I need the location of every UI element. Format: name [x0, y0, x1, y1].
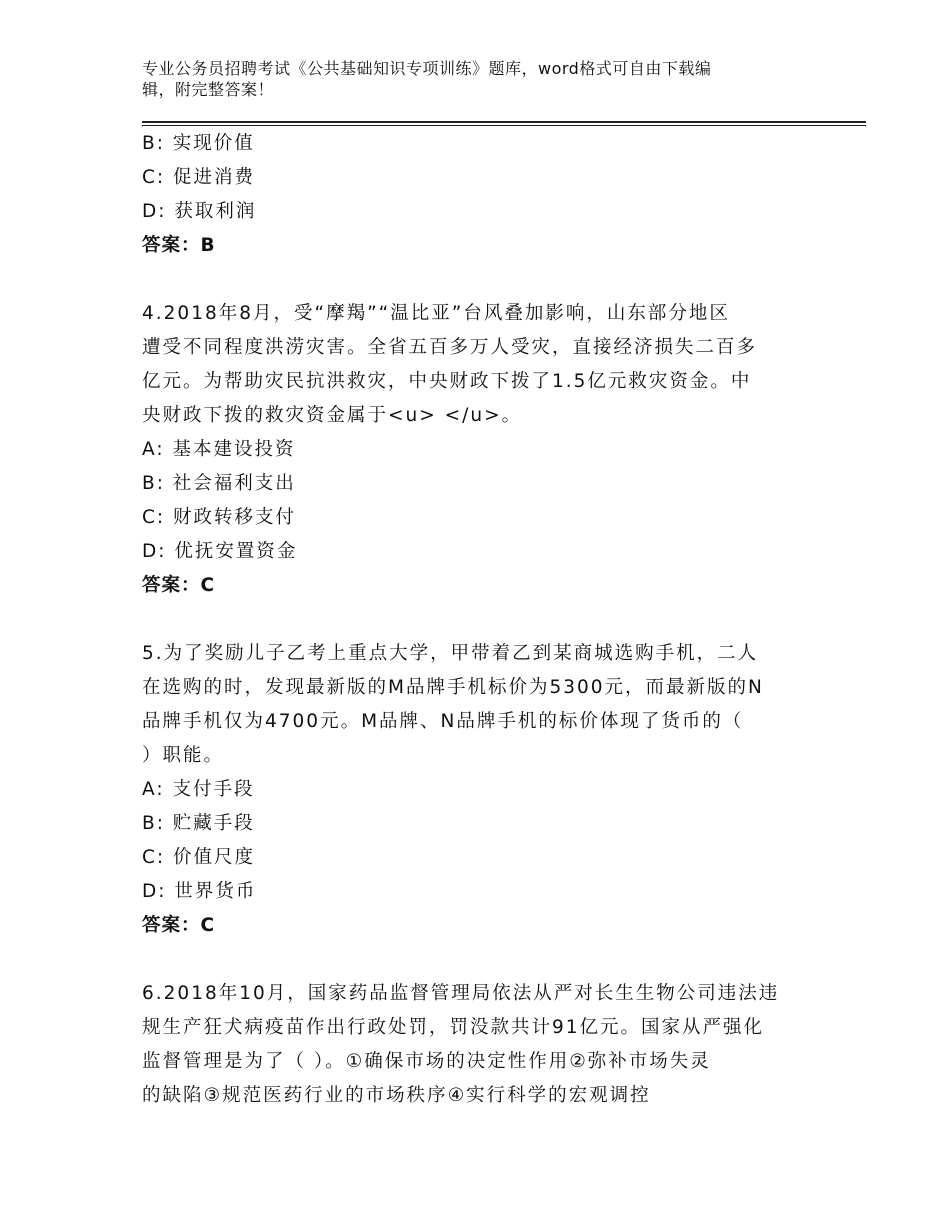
q3-answer: 答案：B	[142, 235, 216, 256]
q4-option-c: C: 财政转移支付	[142, 507, 297, 528]
spacer	[142, 263, 822, 297]
question-5	[142, 637, 822, 943]
q5-option-c: C: 价值尺度	[142, 847, 256, 868]
q5-stem-line: 5.为了奖励儿子乙考上重点大学，甲带着乙到某商城选购手机，二人	[142, 643, 759, 664]
spacer	[142, 943, 822, 977]
document-header	[142, 58, 802, 100]
q5-answer: 答案：C	[142, 915, 216, 936]
q5-stem-line: ）职能。	[142, 745, 225, 766]
q3-option-b: B: 实现价值	[142, 133, 255, 154]
q6-stem-line: 6.2018年10月，国家药品监督管理局依法从严对长生生物公司违法违	[142, 983, 780, 1004]
q6-stem-line: 规生产狂犬病疫苗作出行政处罚，罚没款共计91亿元。国家从严强化	[142, 1017, 765, 1038]
q4-option-d: D: 优抚安置资金	[142, 541, 298, 562]
q4-stem-line: 亿元。为帮助灾民抗洪救灾，中央财政下拨了1.5亿元救灾资金。中	[142, 371, 752, 392]
question-4	[142, 297, 822, 603]
question-6	[142, 977, 822, 1113]
q5-stem-line: 品牌手机仅为4700元。M品牌、N品牌手机的标价体现了货币的（	[142, 711, 744, 732]
q4-stem-line: 遭受不同程度洪涝灾害。全省五百多万人受灾，直接经济损失二百多	[142, 337, 758, 358]
question-content	[142, 127, 822, 1113]
q5-option-b: B: 贮藏手段	[142, 813, 255, 834]
q4-answer: 答案：C	[142, 575, 216, 596]
q3-option-d: D: 获取利润	[142, 201, 257, 222]
q5-option-a: A: 支付手段	[142, 779, 255, 800]
q4-option-b: B: 社会福利支出	[142, 473, 296, 494]
header-line-2: 辑，附完整答案！	[142, 80, 275, 99]
q4-option-a: A: 基本建设投资	[142, 439, 296, 460]
spacer	[142, 603, 822, 637]
q5-option-d: D: 世界货币	[142, 881, 257, 902]
q6-stem-line: 监督管理是为了（ ）。①确保市场的决定性作用②弥补市场失灵	[142, 1051, 711, 1072]
q5-stem-line: 在选购的时，发现最新版的M品牌手机标价为5300元，而最新版的N	[142, 677, 764, 698]
q4-stem-line: 4.2018年8月，受“摩羯”“温比亚”台风叠加影响，山东部分地区	[142, 303, 730, 324]
q3-option-c: C: 促进消费	[142, 167, 256, 188]
question-3	[142, 127, 822, 263]
header-divider-thick	[142, 121, 866, 123]
q6-stem-line: 的缺陷③规范医药行业的市场秩序④实行科学的宏观调控	[142, 1085, 651, 1106]
header-divider-thin	[142, 125, 866, 126]
header-line-1: 专业公务员招聘考试《公共基础知识专项训练》题库，word格式可自由下载编	[142, 59, 712, 78]
q4-stem-line: 央财政下拨的救灾资金属于<u> </u>。	[142, 405, 523, 426]
